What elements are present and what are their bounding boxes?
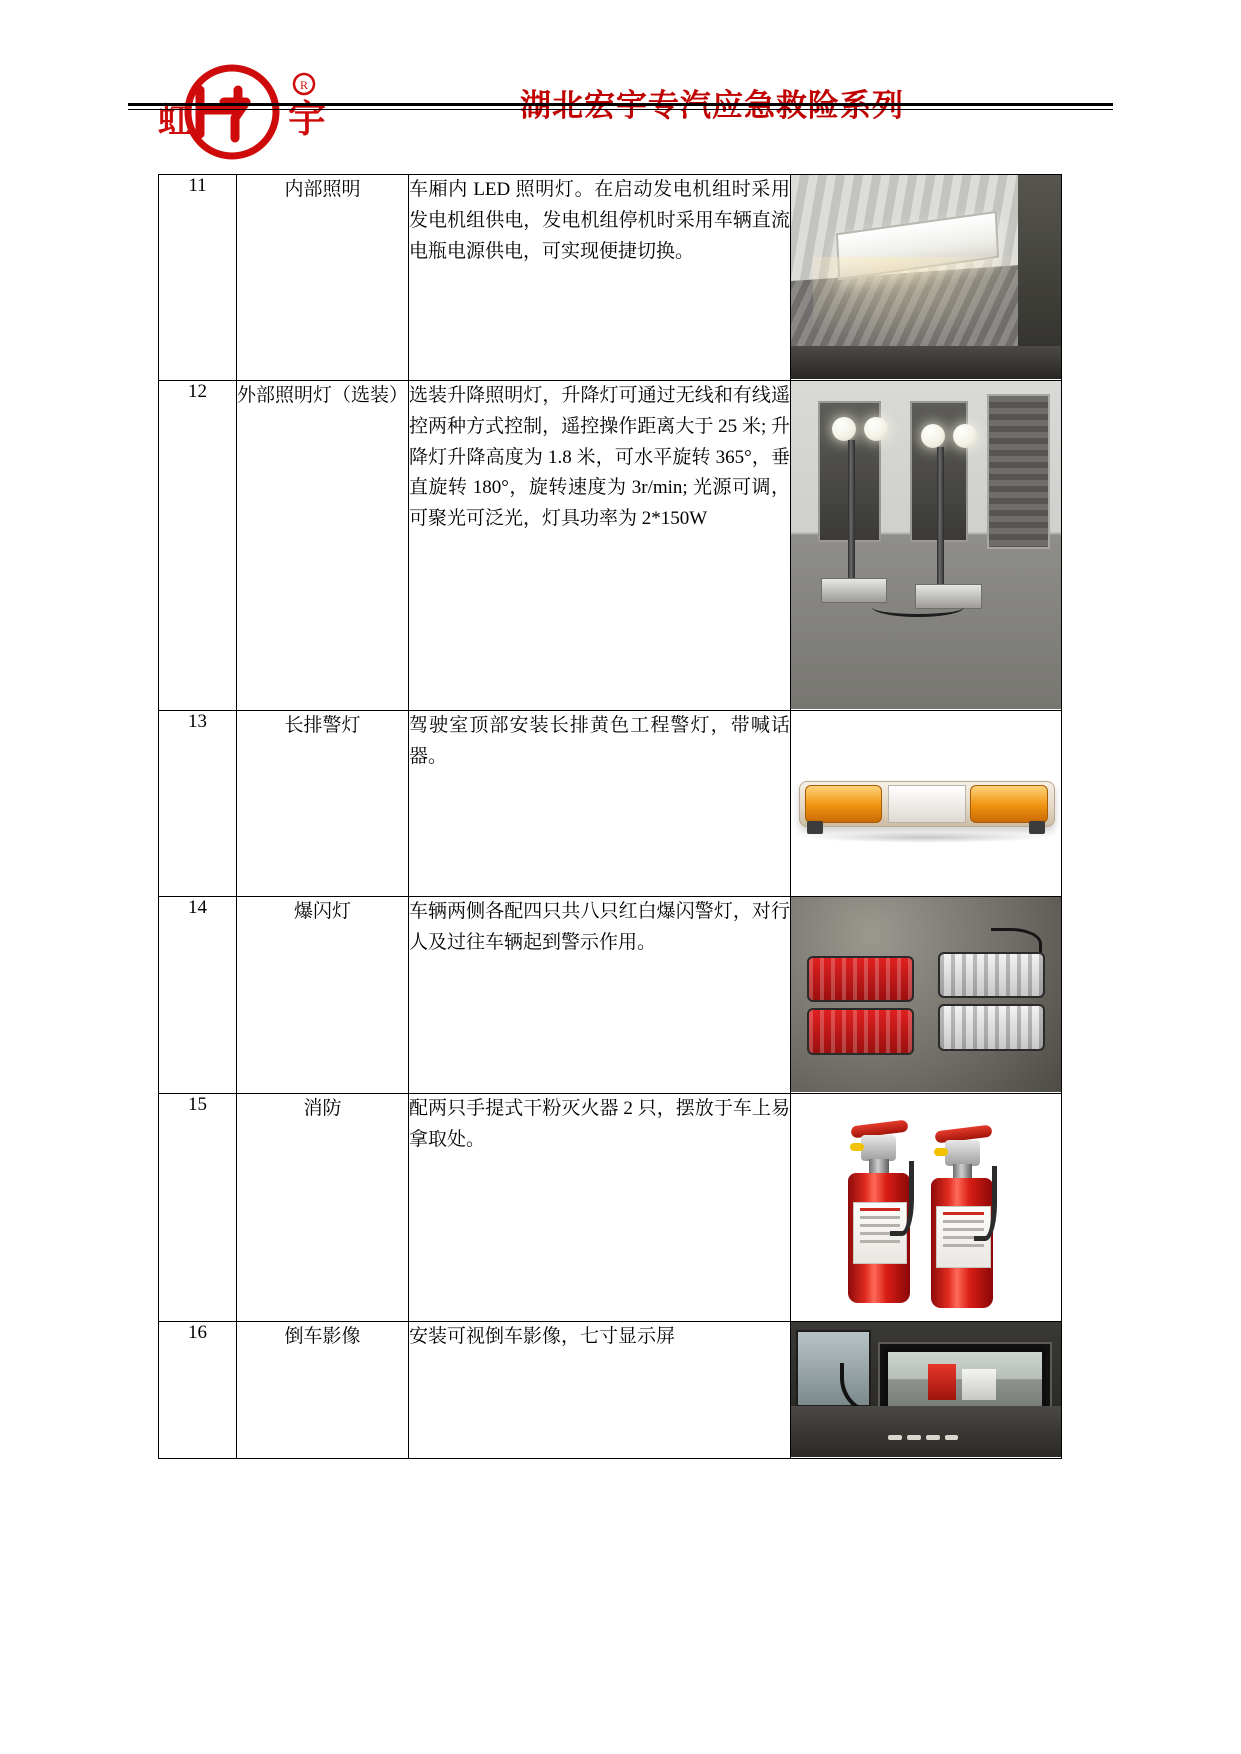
row-description: 选装升降照明灯，升降灯可通过无线和有线遥控两种方式控制，遥控操作距离大于 25 米; 升降灯升降高度为 1.8 米，可水平旋转 365°，垂直旋转 180°，旋转速度为 3r/min; 光源可调，可聚光可泛光，灯具功率为 2*150W — [409, 381, 791, 711]
table-row — [159, 711, 1062, 897]
fire-extinguishers-photo — [791, 1094, 1061, 1320]
row-image-cell — [791, 1094, 1062, 1322]
row-description: 车厢内 LED 照明灯。在启动发电机组时采用发电机组供电，发电机组停机时采用车辆直流电瓶电源供电，可实现便捷切换。 — [409, 175, 791, 381]
table-row — [159, 1094, 1062, 1322]
row-image-cell — [791, 711, 1062, 897]
svg-text:R: R — [299, 78, 309, 92]
row-number: 14 — [159, 897, 237, 1094]
row-description: 配两只手提式干粉灭火器 2 只，摆放于车上易拿取处。 — [409, 1094, 791, 1322]
row-description: 安装可视倒车影像，七寸显示屏 — [409, 1322, 791, 1459]
page-header — [0, 62, 1241, 172]
row-item-name: 内部照明 — [237, 175, 409, 381]
row-image-cell — [791, 381, 1062, 711]
row-description: 驾驶室顶部安装长排黄色工程警灯，带喊话器。 — [409, 711, 791, 897]
row-number: 11 — [159, 175, 237, 381]
row-number: 13 — [159, 711, 237, 897]
row-item-name: 消防 — [237, 1094, 409, 1322]
telescopic-light-mast-photo — [791, 381, 1061, 709]
amber-lightbar-photo — [791, 711, 1061, 895]
specification-table — [158, 174, 1062, 1459]
header-divider-thin — [128, 109, 1113, 110]
table-row — [159, 897, 1062, 1094]
row-description: 车辆两侧各配四只共八只红白爆闪警灯，对行人及过往车辆起到警示作用。 — [409, 897, 791, 1094]
row-item-name: 倒车影像 — [237, 1322, 409, 1459]
row-number: 16 — [159, 1322, 237, 1459]
svg-text:虹: 虹 — [158, 103, 192, 140]
table-row — [159, 1322, 1062, 1459]
row-item-name: 外部照明灯（选装） — [237, 381, 409, 711]
row-image-cell — [791, 1322, 1062, 1459]
row-number: 12 — [159, 381, 237, 711]
table-row — [159, 175, 1062, 381]
row-item-name: 长排警灯 — [237, 711, 409, 897]
red-white-strobe-lamps-photo — [791, 897, 1061, 1092]
svg-text:宇: 宇 — [288, 99, 327, 141]
row-image-cell — [791, 175, 1062, 381]
company-logo — [128, 62, 378, 162]
row-item-name: 爆闪灯 — [237, 897, 409, 1094]
row-number: 15 — [159, 1094, 237, 1322]
reversing-camera-monitor-photo — [791, 1322, 1061, 1457]
header-divider-thick — [128, 103, 1113, 106]
table-row — [159, 381, 1062, 711]
interior-led-lamp-photo — [791, 175, 1061, 379]
row-image-cell — [791, 897, 1062, 1094]
page-title: 湖北宏宇专汽应急救险系列 — [520, 88, 904, 123]
